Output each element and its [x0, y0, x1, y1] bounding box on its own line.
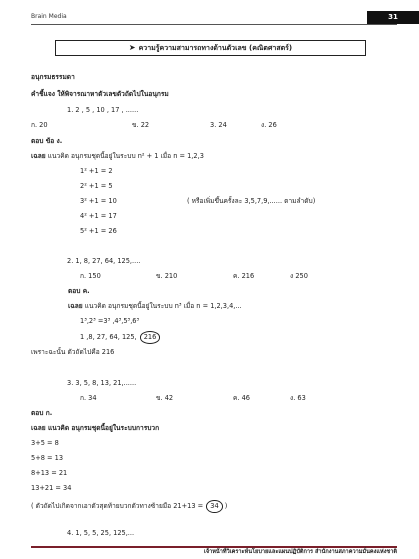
brand-name: Brain Media — [31, 13, 67, 20]
q1-answer: ตอบ ข้อ ง. — [31, 137, 63, 145]
q2-question: 2. 1, 8, 27, 64, 125,.... — [67, 257, 141, 265]
q1-choice-a: ก. 20 — [31, 121, 48, 129]
page-number: 31 — [367, 11, 419, 24]
q1-step-4: 4² +1 = 17 — [80, 212, 117, 220]
q2-explanation — [68, 303, 242, 310]
q3-note-close: ) — [224, 502, 228, 510]
page-title: ความรู้ความสามารถทางด้านตัวเลข (คณิตศาสตร์) — [138, 43, 293, 52]
q3-step-4: 13+21 = 34 — [31, 484, 72, 492]
q1-choice-d: ง. 26 — [261, 121, 277, 129]
q2-circled-answer: 216 — [140, 331, 161, 344]
q3-choice-d: ง. 63 — [290, 394, 306, 402]
q1-step-3: 3² +1 = 10 — [80, 197, 117, 205]
q3-choice-a: ก. 34 — [80, 394, 97, 402]
q2-explain-text: แนวคิด อนุกรมชุดนี้อยู่ในระบบ n³ เมื่อ n = 1,2,3,4,... — [84, 302, 242, 310]
q2-conclusion: เพราะฉะนั้น ตัวถัดไปคือ 216 — [31, 348, 115, 356]
q3-step-2: 5+8 = 13 — [31, 454, 64, 462]
q1-choice-b: ข. 22 — [132, 121, 150, 129]
q3-choice-c: ค. 46 — [233, 394, 250, 402]
title-box — [55, 40, 366, 56]
q3-explanation: เฉลย แนวคิด อนุกรมชุดนี้อยู่ในระบบการบวก — [31, 424, 160, 432]
footer-text: เจ้าหน้าที่วิเคราะห์นโยบายและแผนปฏิบัติการ สำนักงานสภาความมั่นคงแห่งชาติ — [203, 549, 397, 555]
q2-sequence-line — [80, 331, 160, 344]
q3-circled-answer: 34 — [206, 500, 222, 513]
q1-step-2: 2² +1 = 5 — [80, 182, 113, 190]
q3-note-line — [31, 500, 227, 513]
q3-note: ( ตัวถัดไปเกิดจากเอาตัวสุดท้ายบวกตัวทางซ้ายมือ 21+13 = — [31, 502, 204, 510]
q1-note: ( หรือเพิ่มขึ้นครั้งละ 3,5,7,9,...... ตามลำดับ) — [187, 197, 316, 205]
footer-divider — [31, 546, 397, 548]
q2-sequence: 1 ,8, 27, 64, 125, — [80, 333, 137, 341]
q2-powers: 1³,2³ =3³ ,4³,5³,6³ — [80, 317, 140, 325]
section-heading: อนุกรมธรรมดา — [31, 73, 75, 81]
q2-choice-c: ค. 216 — [233, 272, 255, 280]
q1-step-5: 5² +1 = 26 — [80, 227, 117, 235]
q3-answer: ตอบ ก. — [31, 409, 53, 417]
q3-step-1: 3+5 = 8 — [31, 439, 59, 447]
q1-step-1: 1² +1 = 2 — [80, 167, 113, 175]
q2-choice-d: ง 250 — [290, 272, 308, 280]
q2-explain-label: เฉลย — [68, 302, 83, 310]
q3-choice-b: ข. 42 — [156, 394, 174, 402]
q2-choice-a: ก. 150 — [80, 272, 101, 280]
q3-question: 3. 3, 5, 8, 13, 21,...... — [67, 379, 137, 387]
q1-choice-c: 3. 24 — [210, 121, 227, 129]
q2-choice-b: ข. 210 — [156, 272, 178, 280]
q1-question: 1. 2 , 5 , 10 , 17 , ...... — [67, 106, 139, 114]
q1-explain-text: แนวคิด อนุกรมชุดนี้อยู่ในระบบ n² + 1 เมื่อ n = 1,2,3 — [47, 152, 204, 160]
header-divider — [31, 24, 397, 25]
q2-answer: ตอบ ค. — [68, 287, 90, 295]
arrow-right-icon: ➤ — [128, 43, 136, 52]
q4-question: 4. 1, 5, 5, 25, 125,... — [67, 529, 135, 537]
q3-step-3: 8+13 = 21 — [31, 469, 68, 477]
q1-explanation — [31, 153, 204, 160]
instruction: คำชี้แจง ให้พิจารณาหาตัวเลขตัวถัดไปในอนุกรม — [31, 90, 169, 98]
q1-explain-label: เฉลย — [31, 152, 46, 160]
